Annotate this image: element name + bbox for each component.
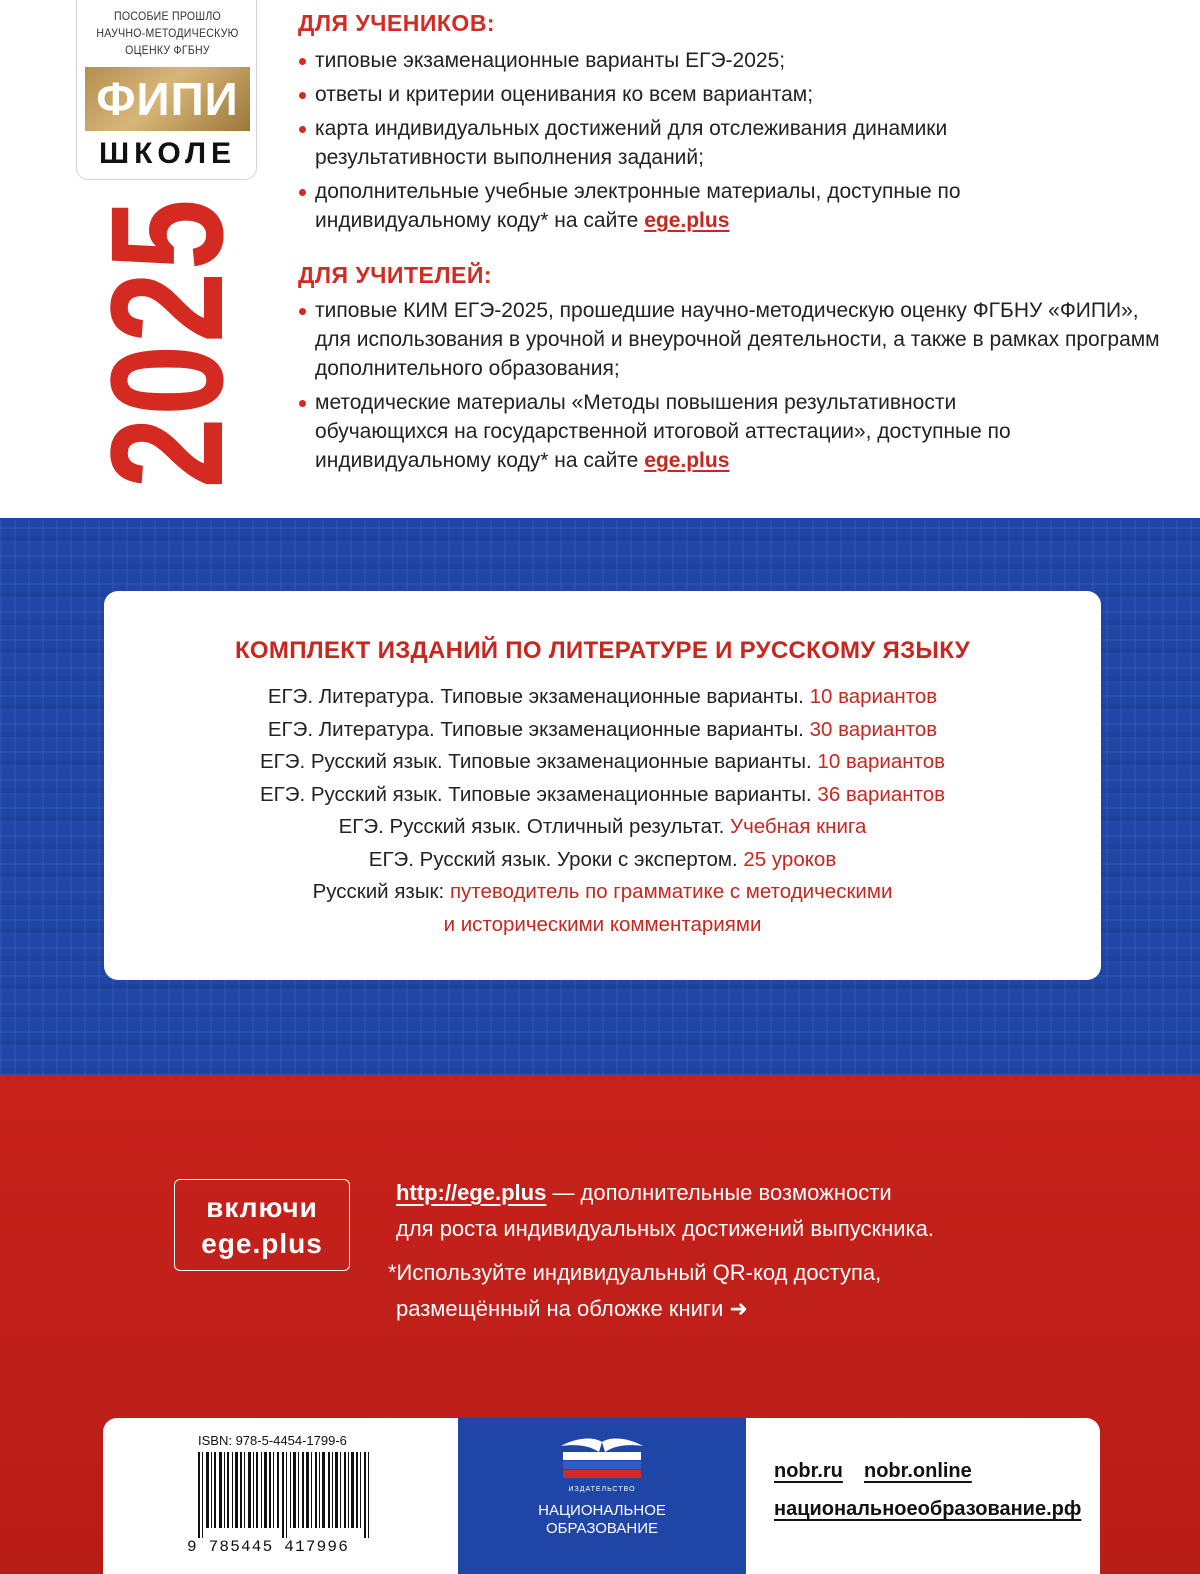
book-accent: 36 вариантов (817, 782, 946, 806)
series-list (104, 681, 1101, 941)
book-accent: 25 уроков (743, 847, 837, 871)
site-link-rf[interactable]: национальноеобразование.рф (774, 1498, 1082, 1520)
series-book (104, 844, 1101, 877)
series-book (104, 811, 1101, 844)
publisher-small: ИЗДАТЕЛЬСТВО (568, 1486, 636, 1493)
barcode-icon (198, 1452, 373, 1538)
site-link-nobr-ru[interactable]: nobr.ru (774, 1460, 843, 1482)
publisher-line: ОБРАЗОВАНИЕ (545, 1520, 659, 1537)
students-item: карта индивидуальных достижений для отслеживания динамики результативности выполнения заданий; (298, 114, 1078, 172)
publisher-logo-icon (553, 1436, 651, 1482)
book-accent: 10 вариантов (817, 750, 946, 773)
publisher-area (458, 1418, 746, 1574)
promo-text (396, 1175, 1156, 1247)
series-book (104, 714, 1101, 747)
promo-line: для роста индивидуальных достижений выпускника. (396, 1216, 935, 1241)
badge-line: ПОСОБИЕ ПРОШЛО (113, 9, 222, 23)
badge-line: НАУЧНО-МЕТОДИЧЕСКУЮ (96, 26, 239, 40)
book-title: ЕГЭ. Литература. Типовые экзаменационные варианты. (267, 717, 804, 741)
series-book (104, 681, 1101, 714)
book-title: Русский язык: (312, 880, 445, 903)
teachers-heading: ДЛЯ УЧИТЕЛЕЙ: (298, 262, 493, 288)
book-title: ЕГЭ. Русский язык. Типовые экзаменационные варианты. (259, 782, 812, 806)
sites-area (746, 1418, 1100, 1574)
book-accent: 30 вариантов (809, 717, 938, 741)
series-card (104, 591, 1101, 980)
note-line: размещённый на обложке книги ➜ (396, 1296, 748, 1321)
series-book (104, 876, 1101, 909)
students-item (298, 177, 998, 235)
access-note (388, 1255, 1148, 1327)
badge-line: ОЦЕНКУ ФГБНУ (125, 43, 210, 57)
teachers-item-text: методические материалы «Методы повышения результативности обучающихся на государственной итоговой аттестации», доступные по индивидуальному коду* на сайте (315, 391, 1011, 472)
students-list (298, 46, 1158, 240)
students-item: ответы и критерии оценивания ко всем вариантам; (298, 80, 1158, 109)
top-section (0, 0, 1200, 518)
series-book (104, 746, 1101, 779)
students-heading: ДЛЯ УЧЕНИКОВ: (298, 10, 496, 36)
ege-plus-link[interactable]: ege.plus (644, 209, 730, 232)
promo-text-1: — дополнительные возможности (546, 1180, 892, 1205)
book-title: ЕГЭ. Русский язык. Типовые экзаменационные варианты. (259, 750, 812, 773)
promo-line (396, 1175, 1156, 1211)
publisher-line: НАЦИОНАЛЬНОЕ (538, 1502, 666, 1519)
teachers-list (298, 296, 1178, 480)
students-item: типовые экзаменационные варианты ЕГЭ-2025; (298, 46, 1158, 75)
series-title: КОМПЛЕКТ ИЗДАНИЙ ПО ЛИТЕРАТУРЕ И РУССКОМУ ЯЗЫКУ (234, 637, 970, 664)
footer-panel (103, 1418, 1100, 1574)
isbn-area (103, 1418, 458, 1574)
book-accent: Учебная книга (730, 815, 867, 838)
button-line: включи (206, 1192, 318, 1223)
badge-school: ШКОЛЕ (98, 137, 237, 170)
isbn-text: ISBN: 978-5-4454-1799-6 (198, 1433, 347, 1448)
book-accent: путеводитель по грамматике с методическими (449, 880, 893, 903)
series-book-continuation: и историческими комментариями (443, 912, 762, 936)
button-line: ege.plus (201, 1228, 323, 1259)
ege-plus-link[interactable]: ege.plus (644, 449, 730, 472)
series-band (0, 518, 1200, 1075)
barcode-number: 9 785445 417996 (187, 1538, 350, 1556)
teachers-item (298, 388, 1038, 475)
publisher-name (458, 1502, 746, 1538)
note-line: *Используйте индивидуальный QR-код доступа, (388, 1260, 882, 1285)
fipi-logo (85, 67, 250, 131)
book-title: ЕГЭ. Русский язык. Отличный результат. (338, 815, 725, 838)
students-item-text: дополнительные учебные электронные материалы, доступные по индивидуальному коду* на сайте (315, 180, 961, 232)
ege-plus-button[interactable] (174, 1179, 350, 1271)
book-title: ЕГЭ. Литература. Типовые экзаменационные варианты. (267, 685, 804, 708)
series-book (104, 779, 1101, 812)
ege-plus-url-link[interactable]: http://ege.plus (396, 1180, 547, 1205)
fipi-logo-text: ФИПИ (96, 73, 239, 125)
fipi-badge (76, 0, 257, 180)
year-text: 2025 (77, 197, 256, 489)
teachers-item: типовые КИМ ЕГЭ-2025, прошедшие научно-методическую оценку ФГБНУ «ФИПИ», для использования в урочной и внеурочной деятельности, а также в рамках программ дополнительного образования; (298, 296, 1178, 383)
site-link-nobr-online[interactable]: nobr.online (864, 1460, 972, 1482)
book-title: ЕГЭ. Русский язык. Уроки с экспертом. (368, 847, 738, 871)
badge-caption (88, 8, 247, 59)
book-accent: 10 вариантов (809, 685, 938, 708)
